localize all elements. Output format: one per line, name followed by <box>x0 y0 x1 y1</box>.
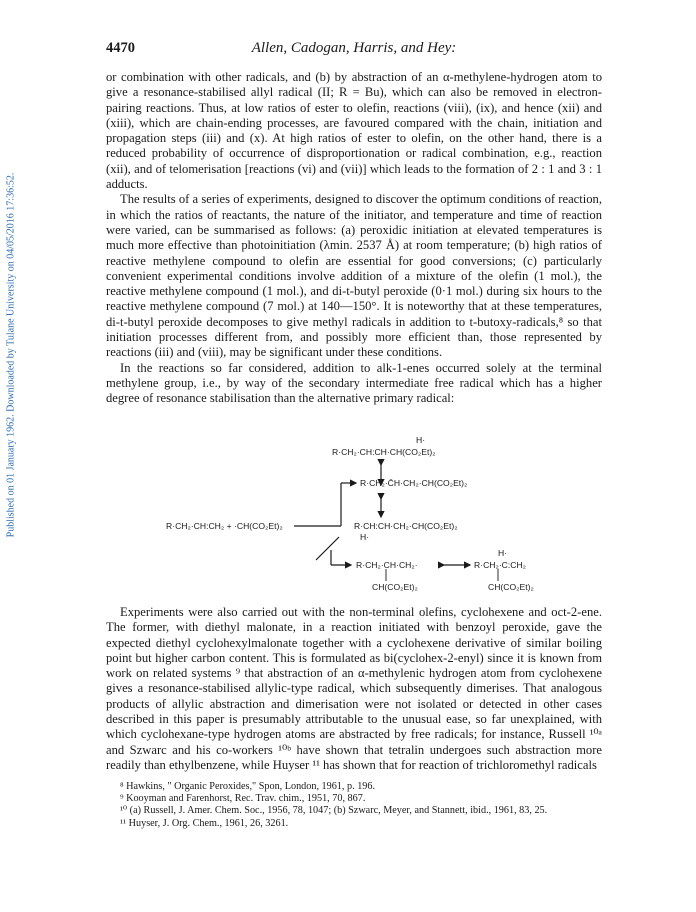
scheme-mid-h: H· <box>360 532 370 542</box>
scheme-arrows <box>106 435 602 595</box>
page-header <box>106 40 602 60</box>
scheme-mid-radical-2: R·CH:CH·CH₂·CH(CO₂Et)₂ <box>354 521 458 531</box>
scheme-reactants: R·CH₂·CH:CH₂ + ·CH(CO₂Et)₂ <box>166 521 283 531</box>
scheme-bottom-right: R·CH₂·C:CH₂ <box>474 560 527 570</box>
paragraph-4: Experiments were also carried out with the non-terminal olefins, cyclohexene and oct-2-ene. The former, with diethyl malonate, in a reaction initiated with benzoyl peroxide, gave the expected diethyl cyclohexylmalonate together with a cyclohexene derivative of similar boiling point but higher carbon content. This is formulated as bi(cyclohex-2-enyl) since it is known from work on related systems ⁹ that abstraction of an α-methylenic hydrogen atom from cyclohexene gives a resonance-stabilised allylic-type radical, which subsequently dimerises. That analogous products of allylic abstraction and dimerisation were not isolated or detected in other cases described in this paper is presumably attributable to the unusual ease, so far unexplained, with which cyclohexane-type hydrogen atoms are abstracted by free radicals; for instance, Russell ¹⁰ᵃ and Szwarc and his co-workers ¹⁰ᵇ have shown that tetralin undergoes such abstraction more readily than ethylbenzene, while Huyser ¹¹ has shown that for reaction of trichloromethyl radicals <box>106 605 602 772</box>
scheme-bottom-right-h: H· <box>498 548 508 558</box>
scheme-top-h: H· <box>416 435 426 445</box>
scheme-top-radical: R·CH₂·CH:CH·CH(CO₂Et)₂ <box>332 447 436 457</box>
paragraph-2: The results of a series of experiments, designed to discover the optimum conditions of reaction, in which the ratios of reactants, the nature of the initiator, and temperature and time of reaction were varied, can be summarised as follows: (a) peroxidic initiation at elevated temperatures is much more effective than photoinitiation (λmin. 2537 Å) at room temperature; (b) high ratios of reactive methylene compound to olefin are essential for good conversions; (c) particularly convenient experimental conditions involve addition of a mixture of the olefin (1 mol.), the reactive methylene compound (1 mol.), and di-t-butyl peroxide (0·1 mol.) during six hours to the reactive methylene compound (7 mol.) at 140—150°. It is noteworthy that at these temperatures, di-t-butyl peroxide decomposes to give methyl radicals in addition to t-butoxy-radicals,⁸ so that initiation processes different from, and possibly more efficient than, those represented by reactions (iii) and (viii), may be significant under these conditions. <box>106 192 602 360</box>
scheme-bottom-right-sub: CH(CO₂Et)₂ <box>488 582 534 592</box>
paragraph-1: or combination with other radicals, and (b) by abstraction of an α-methylene-hydrogen atom to give a resonance-stabilised allyl radical (II; R = Bu), which can also be removed in electron-pairing reactions. Thus, at low ratios of ester to olefin, reactions (viii), (ix), and hence (xii) and (xiii), which are chain-ending processes, are favoured compared with the chain, initiation and propagation steps (iii) and (x). At high ratios of ester to olefin, on the other hand, there is a reduced probability of occurrence of disproportionation or radical combination, e.g., reaction (xii), and of telomerisation [reactions (vi) and (vii)] which leads to the formation of 2 : 1 and 3 : 1 adducts. <box>106 70 602 192</box>
footnote-9: ⁹ Kooyman and Farenhorst, Rec. Trav. chim., 1951, 70, 867. <box>120 793 366 805</box>
footnote-8: ⁸ Hawkins, " Organic Peroxides," Spon, London, 1961, p. 196. <box>120 781 376 792</box>
page-number: 4470 <box>106 40 135 56</box>
running-title: Allen, Cadogan, Harris, and Hey: <box>251 40 457 56</box>
scheme-bottom-left: R·CH₂·CH·CH₂· <box>356 560 418 570</box>
main-text-continued <box>106 605 602 773</box>
footnotes <box>106 781 602 830</box>
main-text <box>106 70 602 407</box>
reaction-scheme <box>106 435 602 595</box>
footnote-10: ¹⁰ (a) Russell, J. Amer. Chem. Soc., 1956, 78, 1047; (b) Szwarc, Meyer, and Stannett, ibid., 1961, 83, 25. <box>120 805 548 817</box>
scheme-bottom-left-sub: CH(CO₂Et)₂ <box>372 582 418 592</box>
paragraph-3: In the reactions so far considered, addition to alk-1-enes occurred solely at the terminal methylene group, i.e., by way of the secondary intermediate free radical which has a higher degree of resonance stabilisation than the alternative primary radical: <box>106 360 602 406</box>
download-watermark <box>4 120 18 590</box>
footnote-11: ¹¹ Huyser, J. Org. Chem., 1961, 26, 3261. <box>120 817 289 829</box>
download-note: Published on 01 January 1962. Downloaded by Tulane University on 04/05/2016 17:36:52. <box>5 172 17 538</box>
scheme-mid-radical-1: R·CH₂·C̄H·CH₂·CH(CO₂Et)₂ <box>360 478 468 488</box>
